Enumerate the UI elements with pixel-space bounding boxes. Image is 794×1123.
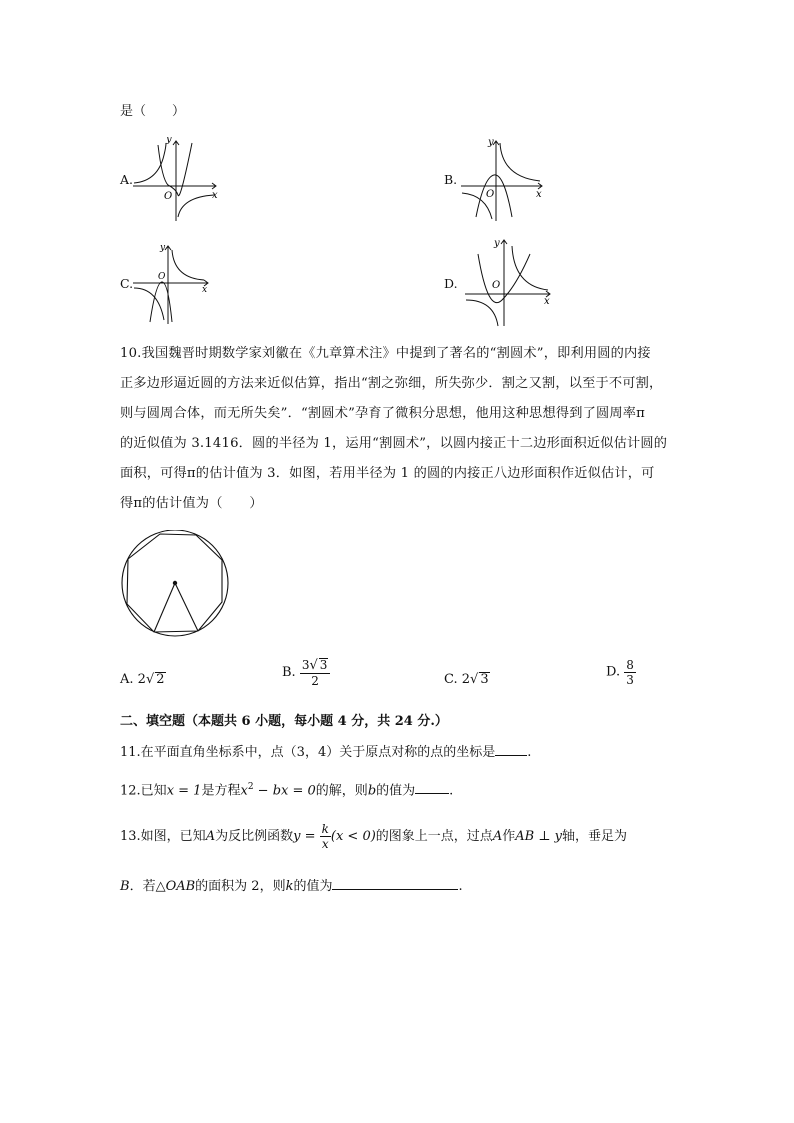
q13-mid4: 轴，垂足为 [562,829,628,844]
x-label: x [544,296,550,307]
q10-line: 的近似值为 3.1416．圆的半径为 1，运用“割圆术”，以圆内接正十二边形面积近似估计圆的 [120,436,668,451]
q10-option-d-label: D. [606,664,621,680]
curve-hyperbola-left [134,288,164,320]
q13-prefix: 13.如图，已知 [120,829,206,844]
q13-line2-a: ．若△ [129,879,166,894]
q10-option-c-radicand: 3 [480,672,489,687]
q9-graph-a [128,137,223,225]
q13-mid3: 作 [502,829,516,844]
q10-option-b-num-radicand: 3 [319,658,328,672]
q9-graph-d [460,234,560,329]
q12 [120,778,453,800]
q9-option-d-label: D. [444,276,458,291]
q11-answer-blank[interactable] [495,743,527,756]
q13-B: B [120,879,130,894]
q11-text: 11.在平面直角坐标系中，点（3，4）关于原点对称的点的坐标是 [120,745,496,760]
q9-graph-b [456,137,551,225]
q12-x-eq: x = 1 [166,783,202,799]
q10-option-a-coef: 2 [137,672,146,687]
q10-option-a-radicand: 2 [156,672,165,687]
curve-parabola [158,143,192,196]
q13-line-1 [120,816,627,858]
center-point [173,581,177,585]
q13-mid1: 为反比例函数 [215,829,294,844]
q10-option-a [120,671,166,689]
q13-answer-blank[interactable] [332,877,458,890]
origin-label: O [164,191,173,202]
q10-line: 面积，可得π的估计值为 3．如图，若用半径为 1 的圆的内接正八边形面积作近似估计，可 [120,466,655,481]
q12-b: b [367,783,377,799]
curve-hyperbola-right [178,195,214,217]
q13-A2: A [492,829,503,844]
q10-option-d-den: 3 [626,673,634,687]
origin-label: O [486,189,495,200]
q10-option-b-den: 2 [311,674,319,688]
radius-line-right [175,583,198,631]
section-heading-fill-in: 二、填空题（本题共 6 小题，每小题 4 分，共 24 分.） [120,714,448,729]
q12-eq-sup: 2 [247,782,254,792]
q11 [120,743,531,762]
q10-option-b-fraction: $\frac{3√ 3}{2}$ [300,658,331,688]
q12-eq-x: x [240,783,248,799]
q10-option-c [444,671,490,689]
q13-A: A [205,829,216,844]
curve-hyperbola-right [512,246,548,290]
q10-option-c-label: C. [444,672,458,687]
q13-line2-b: 的面积为 2，则 [195,879,286,894]
y-label: y [488,137,494,148]
origin-label: O [492,280,501,291]
q10-option-a-label: A. [120,672,134,687]
q9-option-a-label: A. [120,172,134,187]
x-label: x [536,189,542,200]
curve-parabola [150,282,172,322]
y-label: y [160,243,166,253]
q10-line: 正多边形逼近圆的方法来近似估算，指出“割之弥细，所失弥少．割之又割，以至于不可割， [120,376,663,391]
q9-tail: 是（ ） [120,104,186,119]
x-label: x [202,285,208,295]
q13-y-eq: y = [293,829,316,844]
q13-fraction [320,822,331,851]
q12-end: . [449,783,454,799]
q12-mid: 的解，则 [315,783,368,799]
q11-end: . [527,745,532,760]
origin-label: O [158,272,166,282]
q13-frac-den: x [321,837,329,851]
y-label: y [166,137,172,145]
q9-option-b-label: B. [444,172,458,187]
curve-hyperbola-right [172,250,204,280]
x-label: x [212,190,218,201]
q10-option-b-num-coef: 3 [301,658,310,672]
q13-k: k [285,879,294,894]
q10-option-d-fraction [624,658,636,687]
q13-end: . [458,879,463,894]
q13-cond: (x < 0) [330,829,376,844]
sqrt-sign: √ [470,672,479,687]
q13-line2-c: 的值为 [293,879,333,894]
q10-option-b [282,658,330,702]
q9-option-c-label: C. [120,276,134,291]
q12-prefix: 12.已知 [120,783,167,799]
q10-option-d-num: 8 [626,658,634,672]
q10-option-c-coef: 2 [461,672,471,687]
curve-hyperbola-right [500,143,540,181]
q13-AB-perp: AB ⊥ y [515,829,562,844]
q10-line: 得π的估计值为（ ） [120,496,263,511]
q13-line-2 [120,877,463,896]
radius-line-left [154,583,175,632]
q12-suffix: 的值为 [376,783,416,799]
q9-graph-c [128,240,218,328]
q13-OAB: OAB [165,879,196,894]
q10-option-b-label: B. [282,665,296,680]
curve-hyperbola-left [466,300,498,326]
sqrt-sign: √ [145,672,155,687]
q10-line: 10.我国魏晋时期数学家刘徽在《九章算术注》中提到了著名的“割圆术”，即利用圆的内接 [120,346,651,361]
y-label: y [494,238,500,249]
q10-option-d [606,658,636,702]
q10-line: 则与圆周合体，而无所失矣”．“割圆术”孕育了微积分思想，他用这种思想得到了圆周率π [120,406,646,421]
q13-mid2: 的图象上一点，过点 [375,829,493,844]
q10-paragraph [120,339,680,519]
q10-octagon-figure [118,530,238,640]
q12-answer-blank[interactable] [415,781,449,794]
q13-frac-num: k [321,822,329,836]
q12-is-root: 是方程 [201,783,241,799]
curve-hyperbola-left [134,143,166,183]
q12-eq-rest: − bx = 0 [253,783,316,799]
